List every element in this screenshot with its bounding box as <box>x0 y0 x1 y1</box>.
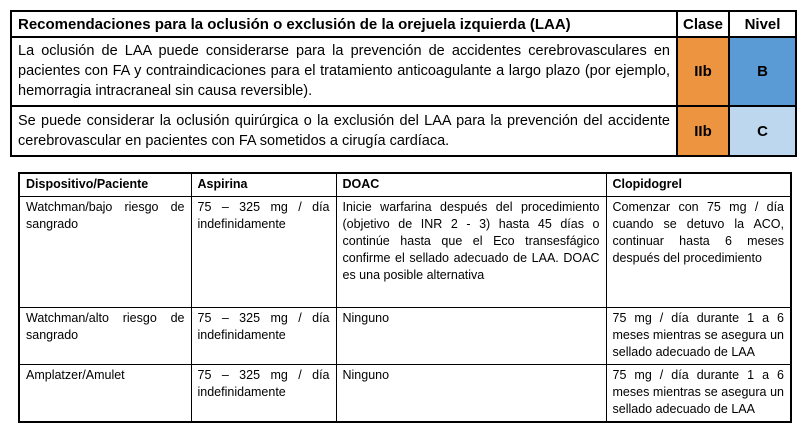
class-badge: IIb <box>677 106 729 156</box>
class-badge: IIb <box>677 37 729 106</box>
recommendation-row <box>11 37 796 106</box>
doac-cell: Ninguno <box>336 308 606 365</box>
aspirin-cell: 75 – 325 mg / día indefinidamente <box>191 197 336 308</box>
aspirin-cell: 75 – 325 mg / día indefinidamente <box>191 308 336 365</box>
recommendation-text: Se puede considerar la oclusión quirúrgica o la exclusión del LAA para la prevención del accidente cerebrovascular en pacientes con FA sometidos a cirugía cardíaca. <box>11 106 677 156</box>
recommendations-table <box>10 10 797 157</box>
recommendation-row <box>11 106 796 156</box>
class-column-header: Clase <box>677 11 729 37</box>
level-badge: C <box>729 106 796 156</box>
column-header-doac: DOAC <box>336 173 606 197</box>
recommendation-text: La oclusión de LAA puede considerarse para la prevención de accidentes cerebrovasculares en pacientes con FA y contraindicaciones para el tratamiento anticoagulante a largo plazo (por ejemplo, hemorragia intracraneal sin causa reversible). <box>11 37 677 106</box>
column-header-clopidogrel: Clopidogrel <box>606 173 791 197</box>
clopidogrel-cell: 75 mg / día durante 1 a 6 meses mientras se asegura un sellado adecuado de LAA <box>606 308 791 365</box>
treatment-row <box>19 197 791 308</box>
device-cell: Amplatzer/Amulet <box>19 365 191 423</box>
column-header-device: Dispositivo/Paciente <box>19 173 191 197</box>
level-badge: B <box>729 37 796 106</box>
doac-cell: Inicie warfarina después del procedimiento (objetivo de INR 2 - 3) hasta 45 días o continúe hasta que el Eco transesfágico confirme el sellado adecuado de LAA. DOAC es una posible alternativa <box>336 197 606 308</box>
recommendations-title: Recomendaciones para la oclusión o exclusión de la orejuela izquierda (LAA) <box>11 11 677 37</box>
device-cell: Watchman/alto riesgo de sangrado <box>19 308 191 365</box>
doac-cell: Ninguno <box>336 365 606 423</box>
treatment-row <box>19 365 791 423</box>
clopidogrel-cell: Comenzar con 75 mg / día cuando se detuvo la ACO, continuar hasta 6 meses después del procedimiento <box>606 197 791 308</box>
treatment-row <box>19 308 791 365</box>
clopidogrel-cell: 75 mg / día durante 1 a 6 meses mientras se asegura un sellado adecuado de LAA <box>606 365 791 423</box>
treatment-table <box>18 172 792 423</box>
level-column-header: Nivel <box>729 11 796 37</box>
column-header-aspirin: Aspirina <box>191 173 336 197</box>
treatment-header-row <box>19 173 791 197</box>
aspirin-cell: 75 – 325 mg / día indefinidamente <box>191 365 336 423</box>
device-cell: Watchman/bajo riesgo de sangrado <box>19 197 191 308</box>
recommendations-header-row <box>11 11 796 37</box>
